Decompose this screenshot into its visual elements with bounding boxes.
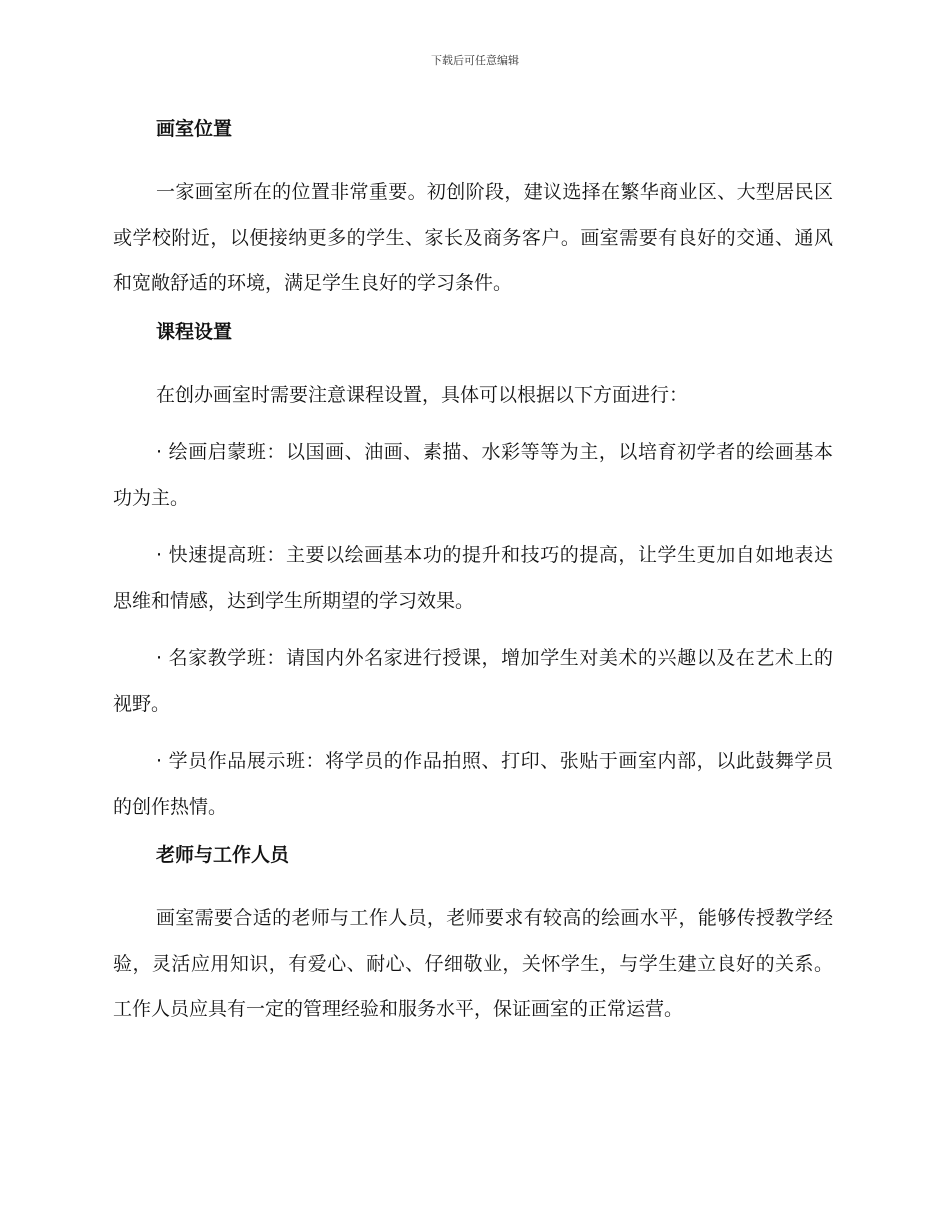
paragraph-courses-intro: 在创办画室时需要注意课程设置，具体可以根据以下方面进行： xyxy=(156,383,689,406)
section-title-courses: 课程设置 xyxy=(156,320,233,343)
paragraph-staff: 画室需要合适的老师与工作人员，老师要求有较高的绘画水平，能够传授教学经验，灵活应用知识，有爱心、耐心、仔细敬业，关怀学生，与学生建立良好的关系。工作人员应具有一定的管理经验和服务水平，保证画室的正常运营。 xyxy=(113,907,833,1020)
section-title-location: 画室位置 xyxy=(156,118,233,140)
section-title-staff: 老师与工作人员 xyxy=(156,844,290,866)
course-item-beginner: · 绘画启蒙班：以国画、油画、素描、水彩等等为主，以培育初学者的绘画基本功为主。 xyxy=(113,441,833,509)
page-header-note: 下载后可任意编辑 xyxy=(431,54,519,67)
document-body xyxy=(113,114,833,1045)
course-item-master: · 名家教学班：请国内外名家进行授课，增加学生对美术的兴趣以及在艺术上的视野。 xyxy=(113,647,833,715)
course-item-advanced: · 快速提高班：主要以绘画基本功的提升和技巧的提高，让学生更加自如地表达思维和情感，达到学生所期望的学习效果。 xyxy=(113,544,833,612)
course-item-exhibition: · 学员作品展示班：将学员的作品拍照、打印、张贴于画室内部，以此鼓舞学员的创作热情。 xyxy=(113,750,833,818)
paragraph-location: 一家画室所在的位置非常重要。初创阶段，建议选择在繁华商业区、大型居民区或学校附近，以便接纳更多的学生、家长及商务客户。画室需要有良好的交通、通风和宽敞舒适的环境，满足学生良好的学习条件。 xyxy=(113,181,833,294)
